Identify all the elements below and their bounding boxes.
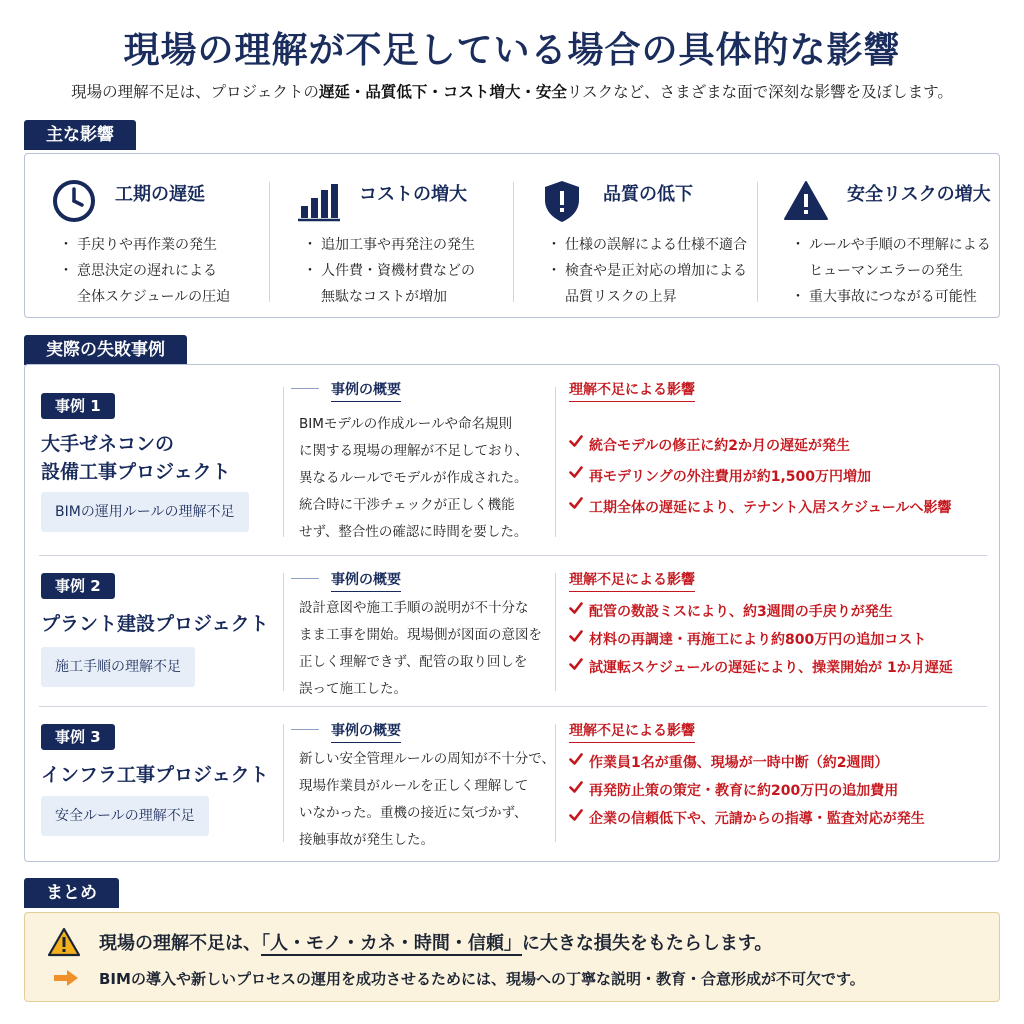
summary-highlight: 「人・モノ・カネ・時間・信頼」 <box>261 933 522 954</box>
case-impact-item <box>569 654 953 682</box>
case-impact-heading: 理解不足による影響 <box>569 720 695 743</box>
impact-bullet-continuation: ヒューマンエラーの発生 <box>809 263 963 279</box>
overview-line: せず、整合性の確認に時間を要した。 <box>299 524 528 540</box>
summary-panel <box>24 912 1000 1002</box>
warning-icon <box>47 927 81 957</box>
case-impact-text: 統合モデルの修正に約2か月の遅延が発生 <box>589 438 851 454</box>
overview-heading: 事例の概要 <box>331 569 401 592</box>
impacts-panel <box>24 153 1000 318</box>
impact-card-safety <box>757 154 1001 319</box>
case-impact-list <box>569 431 951 524</box>
impact-bullets <box>63 232 230 310</box>
impact-bullet-continuation: 全体スケジュールの圧迫 <box>77 289 231 305</box>
case-impact-text: 試運転スケジュールの遅延により、操業開始が 1か月遅延 <box>589 660 953 676</box>
case-impact-item <box>569 598 953 626</box>
case-impact-item <box>569 431 951 462</box>
check-icon <box>569 465 583 479</box>
case-badge: 事例 1 <box>41 393 115 419</box>
summary-main-text <box>99 929 772 955</box>
overview-line: いなかった。重機の接近に気づかず、 <box>299 805 528 821</box>
case-title: 大手ゼネコンの <box>41 433 175 455</box>
check-icon <box>569 434 583 448</box>
case-tag: 安全ルールの理解不足 <box>41 796 209 836</box>
summary-sub-text: BIMの導入や新しいプロセスの運用を成功させるためには、現場への丁寧な説明・教育・合意形成が不可欠です。 <box>99 970 865 988</box>
check-icon <box>569 752 583 766</box>
case-impact-item <box>569 462 951 493</box>
overview-line: 統合時に干渉チェックが正しく機能 <box>299 497 515 513</box>
subtitle-part: 現場の理解不足は、プロジェクトの <box>71 83 319 101</box>
case-divider <box>39 706 987 707</box>
impact-bullet: ・ 意思決定の遅れによる <box>63 258 230 284</box>
check-icon <box>569 601 583 615</box>
bar-chart-icon <box>295 178 341 224</box>
impact-bullet: ・ ルールや手順の不理解による <box>795 232 991 258</box>
overview-line: 現場作業員がルールを正しく理解して <box>299 778 529 794</box>
impacts-section-label: 主な影響 <box>24 120 136 150</box>
overview-line: 新しい安全管理ルールの周知が不十分で、 <box>299 751 555 767</box>
column-divider <box>555 573 556 691</box>
case-tag: 施工手順の理解不足 <box>41 647 195 687</box>
case-impact-item <box>569 777 925 805</box>
clock-icon <box>51 178 97 224</box>
cases-panel <box>24 364 1000 862</box>
case-impact-text: 企業の信頼低下や、元請からの指導・監査対応が発生 <box>589 811 925 827</box>
case-title: 設備工事プロジェクト <box>41 461 231 483</box>
check-icon <box>569 808 583 822</box>
case-impact-item <box>569 749 925 777</box>
impact-bullet: ・ 仕様の誤解による仕様不適合 <box>551 232 747 258</box>
impact-bullets <box>551 232 747 310</box>
overview-line: 誤って施工した。 <box>299 681 407 697</box>
impact-bullet: ・ 重大事故につながる可能性 <box>795 284 991 310</box>
warning-icon <box>783 178 829 224</box>
case-divider <box>39 555 987 556</box>
case-impact-text: 工期全体の遅延により、テナント入居スケジュールへ影響 <box>589 500 952 516</box>
overview-line: に関する現場の理解が不足しており、 <box>299 443 529 459</box>
overview-text <box>299 411 559 546</box>
case-impact-list <box>569 598 953 682</box>
impact-card-cost <box>269 154 513 319</box>
subtitle-emphasis: 遅延・品質低下・コスト増大・安全 <box>318 83 567 101</box>
case-impact-item <box>569 626 953 654</box>
impact-title: 安全リスクの増大 <box>847 184 991 205</box>
check-icon <box>569 496 583 510</box>
impact-bullet: ・ 検査や是正対応の増加による <box>551 258 747 284</box>
overview-line: 接触事故が発生した。 <box>299 832 434 848</box>
impact-title: 品質の低下 <box>603 184 693 205</box>
case-impact-heading: 理解不足による影響 <box>569 569 695 592</box>
case-badge: 事例 2 <box>41 573 115 599</box>
impact-bullets <box>307 232 475 310</box>
column-divider <box>283 387 284 537</box>
page-title: 現場の理解が不足している場合の具体的な影響 <box>123 30 901 71</box>
impact-bullet: ・ 手戻りや再作業の発生 <box>63 232 230 258</box>
cases-section-label: 実際の失敗事例 <box>24 335 187 365</box>
overview-line: 異なるルールでモデルが作成された。 <box>299 470 528 486</box>
overview-line: 正しく理解できず、配管の取り回しを <box>299 654 528 670</box>
summary-text-part: に大きな損失をもたらします。 <box>521 933 773 954</box>
case-impact-text: 配管の数設ミスにより、約3週間の手戻りが発生 <box>589 604 893 620</box>
impact-bullets <box>795 232 991 310</box>
column-divider <box>555 387 556 537</box>
impact-bullet: ・ 追加工事や再発注の発生 <box>307 232 475 258</box>
impact-card-schedule <box>25 154 269 319</box>
column-divider <box>283 573 284 691</box>
case-impact-list <box>569 749 925 833</box>
case-impact-text: 作業員1名が重傷、現場が一時中断（約2週間） <box>589 755 889 771</box>
overview-heading: 事例の概要 <box>331 720 401 743</box>
case-badge: 事例 3 <box>41 724 115 750</box>
case-impact-text: 再モデリングの外注費用が約1,500万円増加 <box>589 469 872 485</box>
case-tag: BIMの運用ルールの理解不足 <box>41 492 249 532</box>
arrow-right-icon <box>53 969 79 987</box>
subtitle-part: リスクなど、さまざまな面で深刻な影響を及ぼします。 <box>566 83 953 101</box>
column-divider <box>555 724 556 842</box>
overview-heading: 事例の概要 <box>331 379 401 402</box>
impact-bullet: ・ 人件費・資機材費などの <box>307 258 475 284</box>
overview-line: まま工事を開始。現場側が図面の意図を <box>299 627 542 643</box>
case-title: プラント建設プロジェクト <box>41 613 269 635</box>
check-icon <box>569 657 583 671</box>
impact-bullet-continuation: 品質リスクの上昇 <box>565 289 677 305</box>
impact-title: 工期の遅延 <box>115 184 205 205</box>
overview-text <box>299 595 559 703</box>
case-impact-text: 材料の再調達・再施工により約800万円の追加コスト <box>589 632 927 648</box>
column-divider <box>283 724 284 842</box>
check-icon <box>569 629 583 643</box>
summary-section-label: まとめ <box>24 878 119 908</box>
overview-line: BIMモデルの作成ルールや命名規則 <box>299 416 512 432</box>
impact-card-quality <box>513 154 757 319</box>
check-icon <box>569 780 583 794</box>
case-impact-item <box>569 805 925 833</box>
page-subtitle <box>0 80 1024 102</box>
case-impact-heading: 理解不足による影響 <box>569 379 695 402</box>
overview-text <box>299 746 559 854</box>
summary-text-part: 現場の理解不足は、 <box>99 933 261 954</box>
case-title: インフラ工事プロジェクト <box>41 764 269 786</box>
shield-icon <box>539 178 585 224</box>
case-impact-text: 再発防止策の策定・教育に約200万円の追加費用 <box>589 783 899 799</box>
impact-bullet-continuation: 無駄なコストが増加 <box>321 289 447 305</box>
overview-line: 設計意図や施工手順の説明が不十分な <box>299 600 529 616</box>
impact-title: コストの増大 <box>359 184 467 205</box>
case-impact-item <box>569 493 951 524</box>
